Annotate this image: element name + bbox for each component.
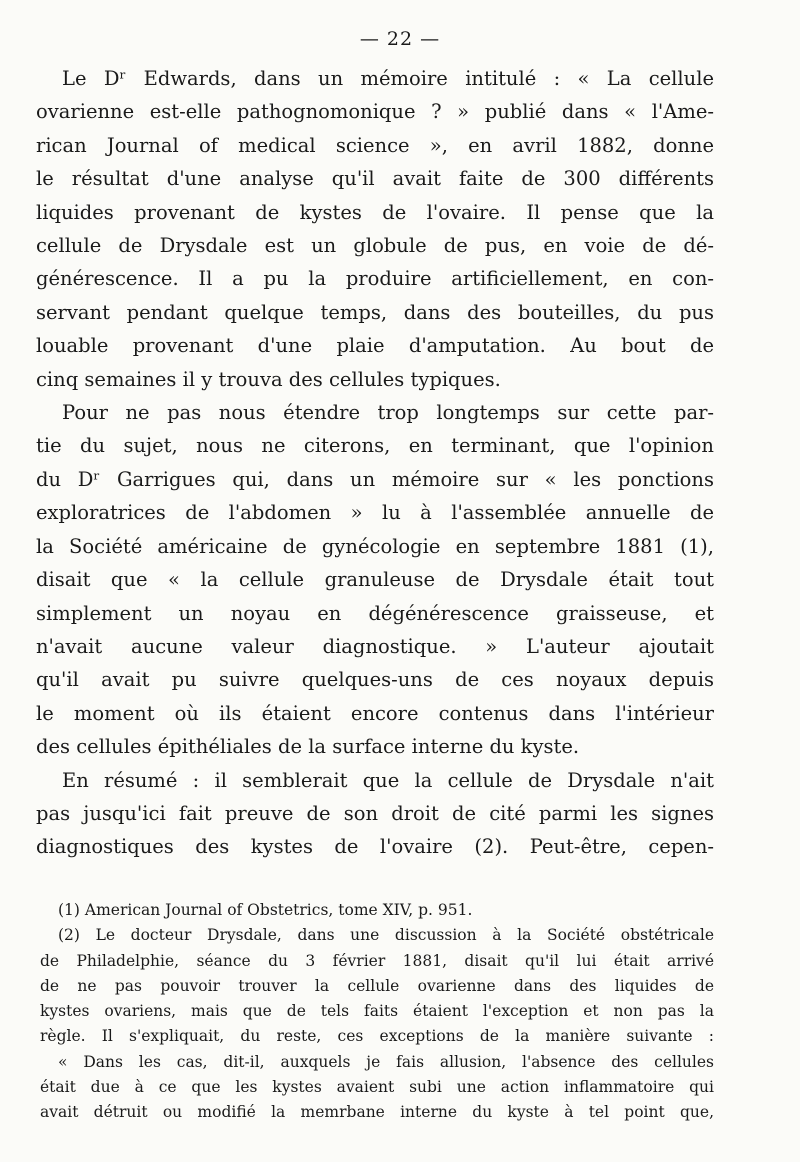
text-line: cinq semaines il y trouva des cellules typiques. <box>36 367 501 391</box>
footnote-line: kystes ovariens, mais que de tels faits étaient l'exception et non pas la <box>40 1002 714 1021</box>
footnote-line: de Philadelphie, séance du 3 février 1881, disait qu'il lui était arrivé <box>40 951 714 970</box>
text-line: des cellules épithéliales de la surface interne du kyste. <box>36 735 580 759</box>
footnote-line: de ne pas pouvoir trouver la cellule ovarienne dans des liquides de <box>40 976 714 995</box>
text-line: pas jusqu'ici fait preuve de son droit de cité parmi les signes <box>36 801 714 825</box>
text-line: liquides provenant de kystes de l'ovaire. Il pense que la <box>36 200 714 224</box>
text-line: Le Dʳ Edwards, dans un mémoire intitulé : « La cellule <box>62 67 714 90</box>
footnote-2 <box>40 923 714 1125</box>
text-line: la Société américaine de gynécologie en septembre 1881 (1), <box>36 534 714 558</box>
footnote-line: « Dans les cas, dit-il, auxquels je fais allusion, l'absence des cellules <box>58 1052 714 1071</box>
text-line: exploratrices de l'abdomen » lu à l'assemblée annuelle de <box>36 501 714 525</box>
text-line: cellule de Drysdale est un globule de pus, en voie de dé- <box>36 234 714 258</box>
paragraph-1 <box>36 62 714 396</box>
text-line: générescence. Il a pu la produire artificiellement, en con- <box>36 267 714 291</box>
text-line: n'avait aucune valeur diagnostique. » L'auteur ajoutait <box>36 634 714 658</box>
body-text <box>36 62 714 864</box>
paragraph-3 <box>36 764 714 864</box>
text-line: louable provenant d'une plaie d'amputation. Au bout de <box>36 334 714 358</box>
footnote-line: (1) American Journal of Obstetrics, tome XIV, p. 951. <box>58 901 473 919</box>
text-line: tie du sujet, nous ne citerons, en terminant, que l'opinion <box>36 434 714 458</box>
footnote-line: (2) Le docteur Drysdale, dans une discussion à la Société obstétricale <box>58 926 714 945</box>
text-line: le résultat d'une analyse qu'il avait faite de 300 différents <box>36 167 714 191</box>
text-line: qu'il avait pu suivre quelques-uns de ces noyaux depuis <box>36 668 714 692</box>
text-line: du Dʳ Garrigues qui, dans un mémoire sur « les ponctions <box>36 467 714 491</box>
text-line: ovarienne est-elle pathognomonique ? » publié dans « l'Ame- <box>36 100 714 124</box>
footnote-1 <box>40 898 714 923</box>
footnote-line: était due à ce que les kystes avaient subi une action inflammatoire qui <box>40 1078 714 1097</box>
text-line: Pour ne pas nous étendre trop longtemps sur cette par- <box>62 401 714 425</box>
footnotes <box>40 898 714 1126</box>
text-line: disait que « la cellule granuleuse de Drysdale était tout <box>36 568 714 592</box>
footnote-line: règle. Il s'expliquait, du reste, ces exceptions de la manière suivante : <box>40 1027 714 1046</box>
footnote-line: avait détruit ou modifié la memrbane interne du kyste à tel point que, <box>40 1103 714 1122</box>
text-line: servant pendant quelque temps, dans des bouteilles, du pus <box>36 300 714 324</box>
text-line: rican Journal of medical science », en avril 1882, donne <box>36 133 714 157</box>
text-line: En résumé : il semblerait que la cellule de Drysdale n'ait <box>62 768 714 792</box>
text-line: diagnostiques des kystes de l'ovaire (2). Peut-être, cepen- <box>36 835 714 859</box>
text-line: le moment où ils étaient encore contenus dans l'intérieur <box>36 701 714 725</box>
text-line: simplement un noyau en dégénérescence graisseuse, et <box>36 601 714 625</box>
page-number: — 22 — <box>359 28 441 50</box>
paragraph-2 <box>36 396 714 763</box>
